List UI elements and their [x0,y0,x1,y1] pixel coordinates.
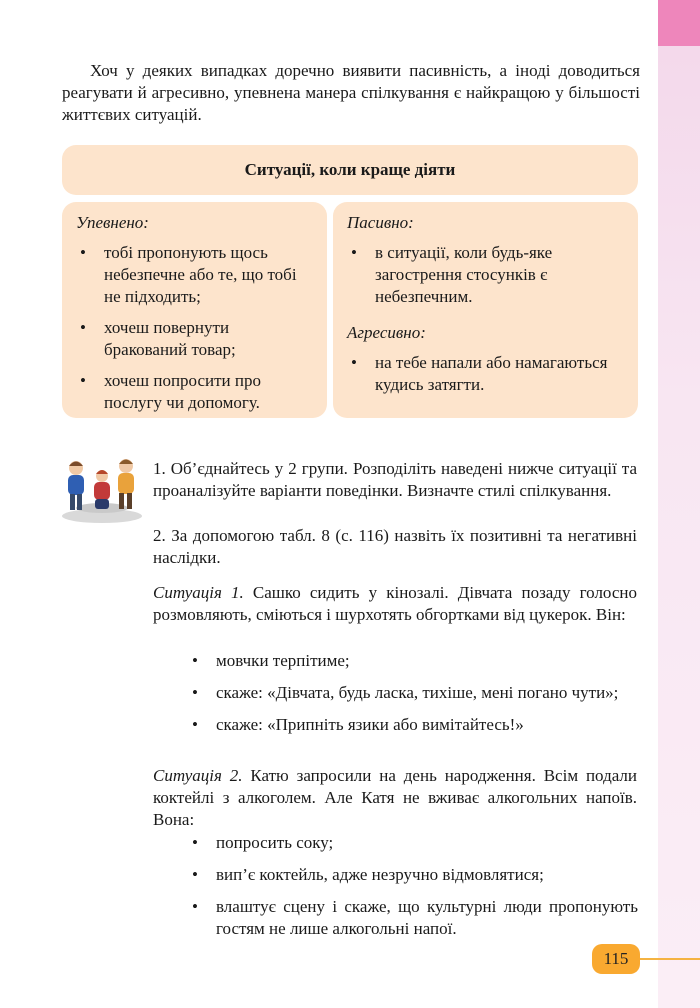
passive-list [347,242,626,308]
list-item: • влаштує сцену і скаже, що культурні люди пропонують гостям не лише алкогольні напої. [192,897,638,938]
task-1: 1. Об’єднайтесь у 2 групи. Розподіліть наведені нижче ситуації та проаналізуйте варіанти поведінки. Визначте стилі спілкування. [153,459,637,500]
bullet-icon: • [192,833,198,852]
bullet-icon: • [192,865,198,884]
bullet-icon: • [80,243,86,262]
list-item: • попросить соку; [192,833,334,852]
list-item: • тобі пропонують щось небезпечне або те, що тобі не підходить; [80,243,297,306]
situation-1-options [188,650,638,746]
aggressive-list [347,352,626,396]
side-tab [658,0,700,46]
list-item: • мовчки терпітиме; [192,651,350,670]
bullet-icon: • [351,353,357,372]
confident-list [76,242,315,414]
box-title: Ситуації, коли краще діяти [62,145,638,195]
group-discussion-illustration [58,452,146,524]
situation-1-label: Ситуація 1. [153,583,244,602]
box-passive-aggressive [333,202,638,418]
list-item: • в ситуації, коли будь-яке загострення стосунків є небезпечним. [351,243,553,306]
list-item: • скаже: «Припніть язики або вимітайтесь!» [192,715,524,734]
aggressive-heading: Агресивно: [347,323,426,342]
intro-paragraph: Хоч у деяких випадках доречно виявити пасивність, а іноді доводиться реагувати й агресивно, упевнена манера спілкування є найкращою у більшості життєвих ситуацій. [62,61,640,124]
list-item: • на тебе напали або намагаються кудись затягти. [351,353,608,394]
box-confident [62,202,327,418]
list-item: • вип’є коктейль, адже незручно відмовлятися; [192,865,544,884]
bullet-icon: • [80,318,86,337]
list-item: • хочеш попросити про послугу чи допомогу. [80,371,261,412]
situation-2-label: Ситуація 2. [153,766,243,785]
list-item: • скаже: «Дівчата, будь ласка, тихіше, мені погано чути»; [192,683,619,702]
confident-heading: Упевнено: [76,213,149,232]
list-item: • хочеш повернути бракований товар; [80,318,236,359]
bullet-icon: • [192,715,198,734]
situation-2-text: Ситуація 2. Катю запросили на день народження. Всім подали коктейлі з алкоголем. Але Катя не вживає алкогольних напоїв. Вона: [153,766,637,829]
bullet-icon: • [192,897,198,916]
task-2: 2. За допомогою табл. 8 (с. 116) назвіть їх позитивні та негативні наслідки. [153,526,637,567]
situation-2-options [188,832,638,950]
side-band [658,0,700,1008]
situation-1-text: Ситуація 1. Сашко сидить у кінозалі. Дівчата позаду голосно розмовляють, сміються і шурхотять обгортками від цукерок. Він: [153,583,637,624]
page-number: 115 [592,944,640,974]
bullet-icon: • [192,683,198,702]
bullet-icon: • [192,651,198,670]
passive-heading: Пасивно: [347,213,414,232]
bullet-icon: • [351,243,357,262]
bullet-icon: • [80,371,86,390]
